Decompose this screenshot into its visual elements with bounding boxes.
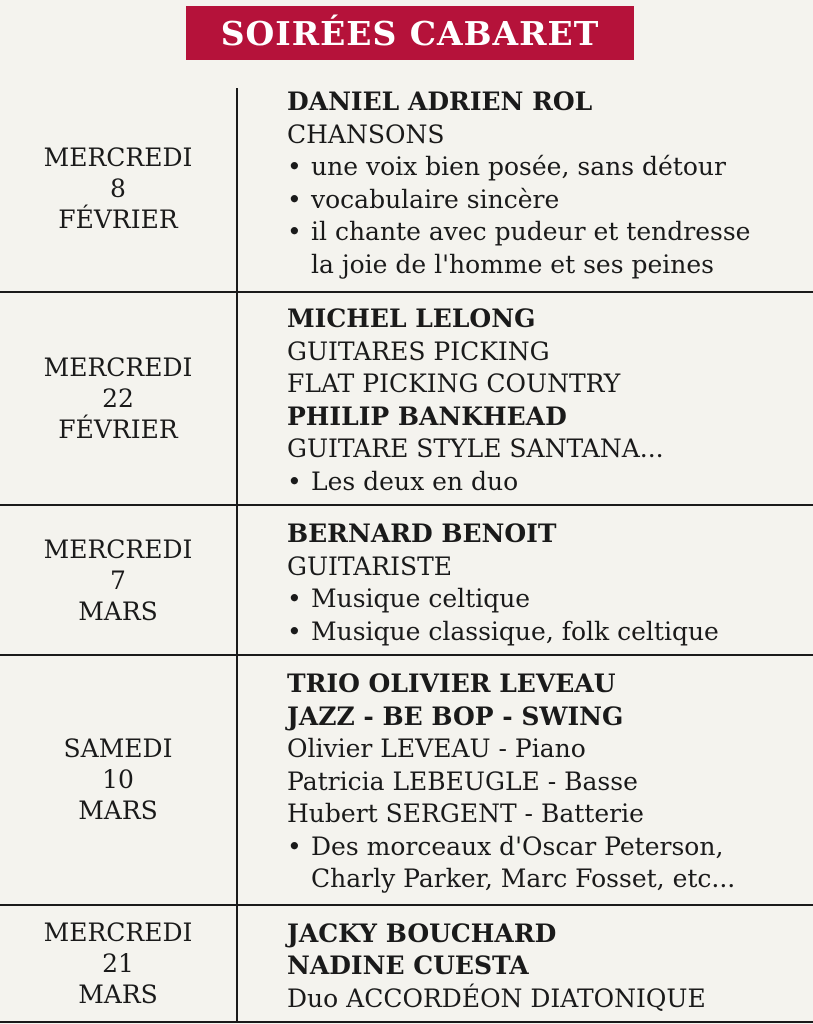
event-detail-line: Patricia LEBEUGLE - Basse — [287, 766, 638, 796]
event-weekday: MERCREDI — [43, 143, 193, 172]
bullet-icon: • — [287, 466, 302, 496]
artist-name: NADINE CUESTA — [287, 951, 529, 980]
page-title: SOIRÉES CABARET — [220, 13, 600, 53]
event-details — [287, 518, 813, 648]
event-date — [0, 656, 236, 904]
event-row — [0, 906, 813, 1024]
event-month: MARS — [78, 596, 158, 626]
bullet-item — [287, 466, 813, 499]
event-weekday: SAMEDI — [63, 734, 173, 764]
artist-name: MICHEL LELONG — [287, 304, 536, 333]
event-detail-line: Hubert SERGENT - Batterie — [287, 799, 644, 828]
bullet-icon: • — [287, 584, 302, 613]
event-row — [0, 293, 813, 506]
event-day: 10 — [102, 765, 134, 795]
event-schedule — [0, 86, 813, 1023]
bullet-item — [287, 616, 813, 649]
bullet-text: Des morceaux d'Oscar Peterson, — [311, 831, 724, 861]
bullet-item — [287, 583, 813, 616]
artist-name: JAZZ - BE BOP - SWING — [287, 701, 624, 731]
event-details — [287, 303, 813, 498]
event-detail-line: Charly Parker, Marc Fosset, etc... — [311, 864, 736, 893]
event-month: FÉVRIER — [58, 205, 178, 234]
bullet-text: une voix bien posée, sans détour — [311, 152, 726, 181]
column-divider — [236, 293, 238, 504]
bullet-item — [287, 831, 813, 864]
bullet-text: Musique classique, folk celtique — [311, 616, 719, 646]
column-divider — [236, 906, 238, 1022]
artist-name: PHILIP BANKHEAD — [287, 401, 567, 431]
event-detail-line: la joie de l'homme et ses peines — [311, 249, 715, 279]
event-day: 22 — [102, 384, 134, 413]
bullet-text: Musique celtique — [311, 584, 531, 613]
event-detail-line: CHANSONS — [287, 119, 445, 149]
event-weekday: MERCREDI — [43, 917, 193, 947]
bullet-icon: • — [287, 184, 302, 214]
event-weekday: MERCREDI — [43, 353, 193, 382]
event-details — [287, 918, 813, 1016]
event-date — [0, 86, 236, 291]
event-detail-line: GUITARISTE — [287, 551, 453, 581]
event-detail-line: GUITARE STYLE SANTANA... — [287, 434, 664, 463]
bullet-item — [287, 151, 813, 184]
event-day: 7 — [110, 565, 126, 595]
bullet-icon: • — [287, 217, 302, 246]
column-divider — [236, 656, 238, 904]
bullet-text: vocabulaire sincère — [311, 184, 560, 214]
event-detail-line: FLAT PICKING COUNTRY — [287, 369, 621, 398]
event-date — [0, 506, 236, 654]
artist-name: BERNARD BENOIT — [287, 519, 557, 548]
event-day: 8 — [110, 174, 126, 203]
artist-name: DANIEL ADRIEN ROL — [287, 87, 593, 116]
event-month: MARS — [78, 796, 158, 826]
event-date — [0, 293, 236, 504]
bullet-item — [287, 216, 813, 249]
event-weekday: MERCREDI — [43, 534, 193, 564]
event-details — [287, 668, 813, 896]
event-details — [287, 86, 813, 281]
event-date — [0, 906, 236, 1022]
bullet-icon: • — [287, 616, 302, 646]
bullet-icon: • — [287, 152, 302, 181]
bullet-item — [287, 184, 813, 217]
bullet-text: il chante avec pudeur et tendresse — [311, 217, 751, 246]
page-header — [186, 6, 634, 60]
event-row — [0, 86, 813, 293]
event-row — [0, 656, 813, 906]
event-month: MARS — [78, 979, 158, 1009]
column-divider — [236, 88, 238, 291]
event-detail-line: Duo ACCORDÉON DIATONIQUE — [287, 983, 706, 1013]
event-detail-line: Olivier LEVEAU - Piano — [287, 734, 586, 763]
bullet-text: Les deux en duo — [311, 466, 519, 496]
event-detail-line: GUITARES PICKING — [287, 336, 550, 366]
artist-name: TRIO OLIVIER LEVEAU — [287, 669, 616, 698]
bullet-icon: • — [287, 831, 302, 861]
column-divider — [236, 506, 238, 654]
event-month: FÉVRIER — [58, 415, 178, 444]
artist-name: JACKY BOUCHARD — [287, 918, 557, 948]
event-day: 21 — [102, 948, 134, 978]
event-row — [0, 506, 813, 656]
